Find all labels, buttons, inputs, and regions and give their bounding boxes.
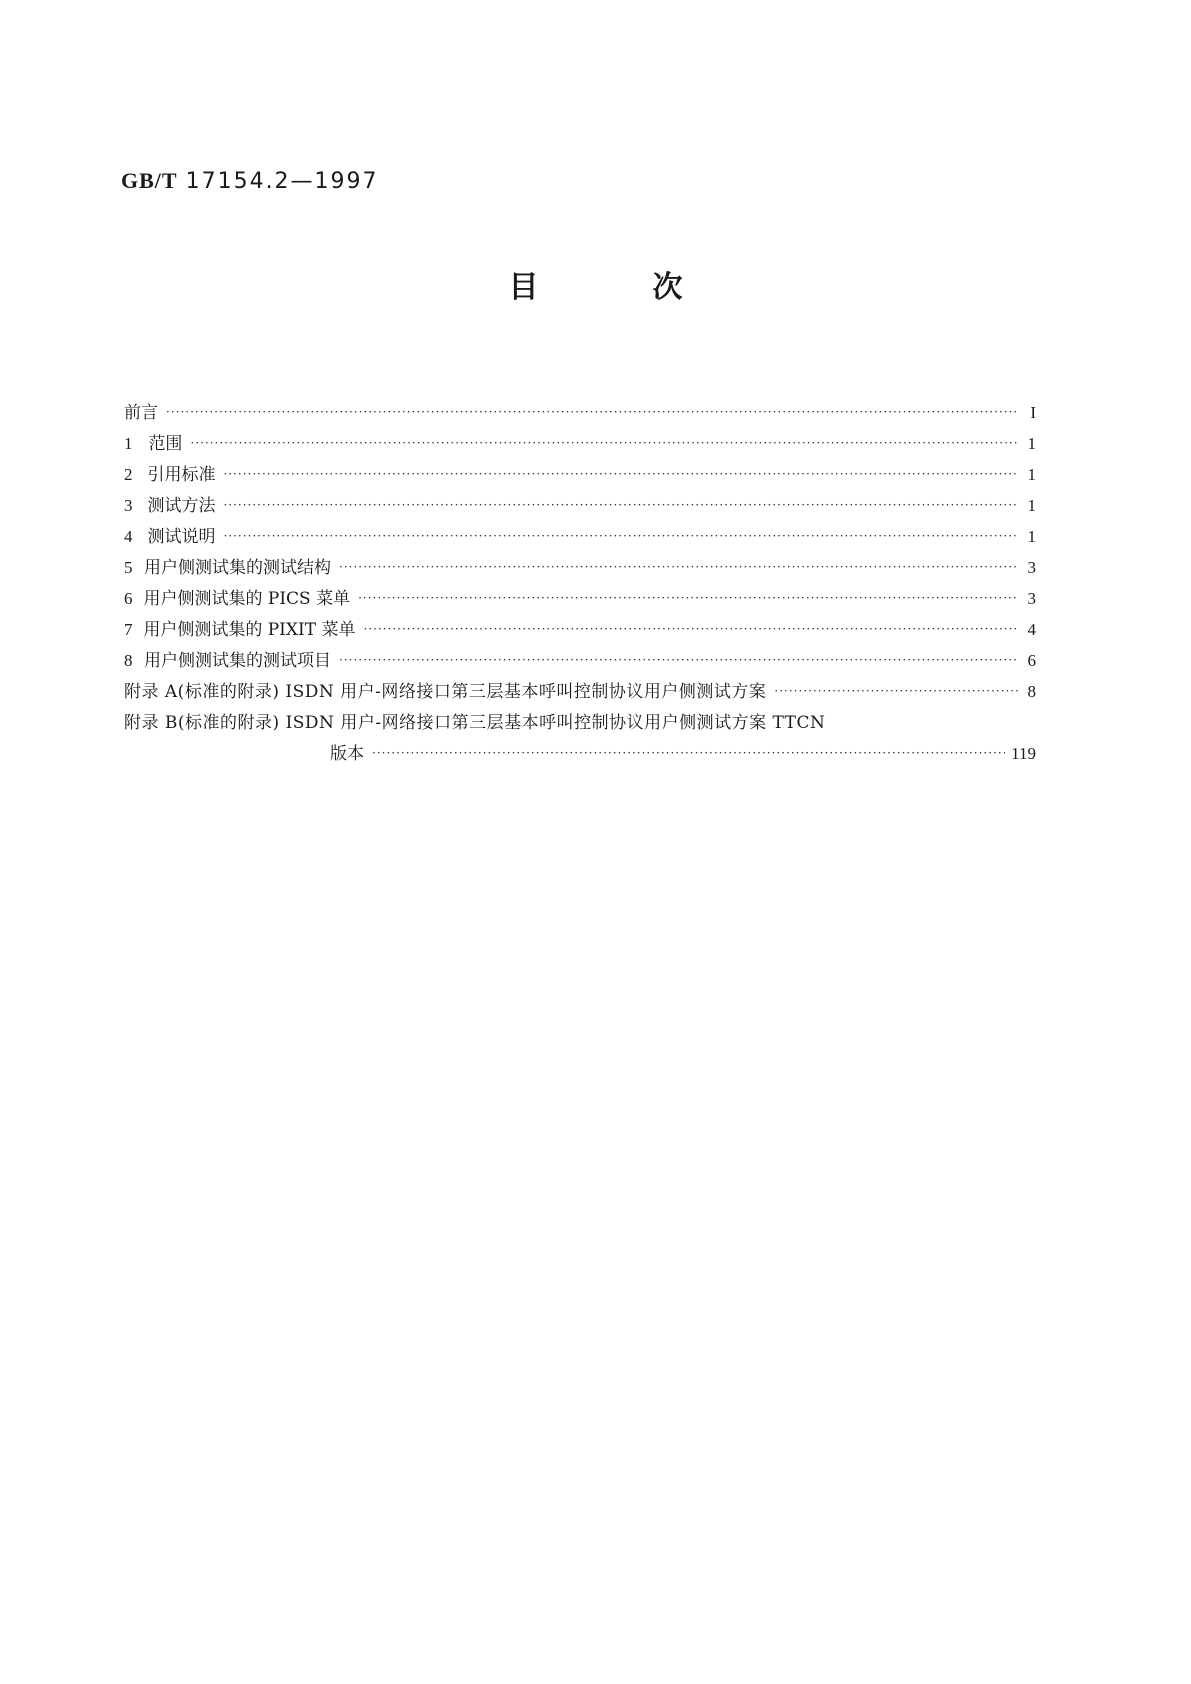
toc-entry-label: 用户侧测试集的测试结构 xyxy=(144,558,332,578)
toc-entry-page: 1 xyxy=(1027,496,1036,515)
toc-entry-number: 6 xyxy=(124,589,133,608)
toc-leader-dots xyxy=(339,560,1018,574)
toc-entry-label: 范围 xyxy=(148,434,183,454)
toc-entry-label: 用户侧测试集的 PIXIT 菜单 xyxy=(143,620,356,640)
toc-entry-page: 3 xyxy=(1027,558,1036,577)
table-of-contents xyxy=(124,398,1036,770)
toc-entry-label: 附录 A(标准的附录) ISDN 用户-网络接口第三层基本呼叫控制协议用户侧测试方案 xyxy=(124,682,767,702)
toc-leader-dots xyxy=(372,746,1005,760)
page-title xyxy=(0,262,1191,306)
toc-entry-appendix-b-continued[interactable] xyxy=(124,739,1036,770)
document-id xyxy=(121,168,379,194)
toc-entry-number: 8 xyxy=(124,651,133,670)
toc-entry-number: 3 xyxy=(124,496,133,515)
toc-leader-dots xyxy=(166,405,1018,419)
toc-entry-label: 用户侧测试集的测试项目 xyxy=(144,651,332,671)
document-id-prefix: GB/T xyxy=(121,168,178,193)
toc-leader-dots xyxy=(223,467,1018,481)
toc-entry-label: 版本 xyxy=(330,744,364,764)
toc-entry-page: 3 xyxy=(1027,589,1036,608)
toc-leader-dots xyxy=(223,498,1018,512)
toc-entry-label: 测试说明 xyxy=(147,527,216,547)
toc-entry-appendix-b[interactable] xyxy=(124,708,1036,739)
page-title-part2: 次 xyxy=(652,270,683,305)
toc-entry-number: 2 xyxy=(124,465,133,484)
toc-entry-label: 用户侧测试集的 PICS 菜单 xyxy=(143,589,351,609)
toc-leader-dots xyxy=(774,684,1018,698)
toc-leader-dots xyxy=(339,653,1018,667)
toc-entry-page: I xyxy=(1030,403,1036,422)
toc-entry-label: 前言 xyxy=(124,403,158,423)
toc-entry-7[interactable] xyxy=(124,615,1036,646)
toc-entry-5[interactable] xyxy=(124,553,1036,584)
toc-entry-foreword[interactable] xyxy=(124,398,1036,429)
toc-entry-number: 1 xyxy=(124,434,133,453)
toc-entry-6[interactable] xyxy=(124,584,1036,615)
toc-leader-dots xyxy=(223,529,1018,543)
toc-entry-8[interactable] xyxy=(124,646,1036,677)
toc-entry-3[interactable] xyxy=(124,491,1036,522)
toc-entry-1[interactable] xyxy=(124,429,1036,460)
toc-entry-page: 6 xyxy=(1027,651,1036,670)
toc-entry-label: 引用标准 xyxy=(147,465,216,485)
toc-entry-label: 测试方法 xyxy=(147,496,216,516)
toc-leader-dots xyxy=(358,591,1018,605)
toc-leader-dots xyxy=(363,622,1018,636)
toc-leader-dots xyxy=(190,436,1018,450)
toc-entry-page: 4 xyxy=(1027,620,1036,639)
toc-entry-page: 8 xyxy=(1027,682,1036,701)
toc-entry-page: 1 xyxy=(1027,527,1036,546)
toc-entry-page: 1 xyxy=(1027,434,1036,453)
toc-entry-number: 7 xyxy=(124,620,133,639)
toc-entry-2[interactable] xyxy=(124,460,1036,491)
page-title-part1: 目 xyxy=(508,270,539,305)
toc-entry-label: 附录 B(标准的附录) ISDN 用户-网络接口第三层基本呼叫控制协议用户侧测试方案 TTCN xyxy=(124,713,826,733)
toc-entry-appendix-a[interactable] xyxy=(124,677,1036,708)
toc-entry-page: 1 xyxy=(1027,465,1036,484)
toc-entry-4[interactable] xyxy=(124,522,1036,553)
document-id-number: 17154.2—1997 xyxy=(185,169,379,194)
toc-entry-page: 119 xyxy=(1011,744,1036,763)
toc-entry-number: 4 xyxy=(124,527,133,546)
toc-entry-number: 5 xyxy=(124,558,133,577)
